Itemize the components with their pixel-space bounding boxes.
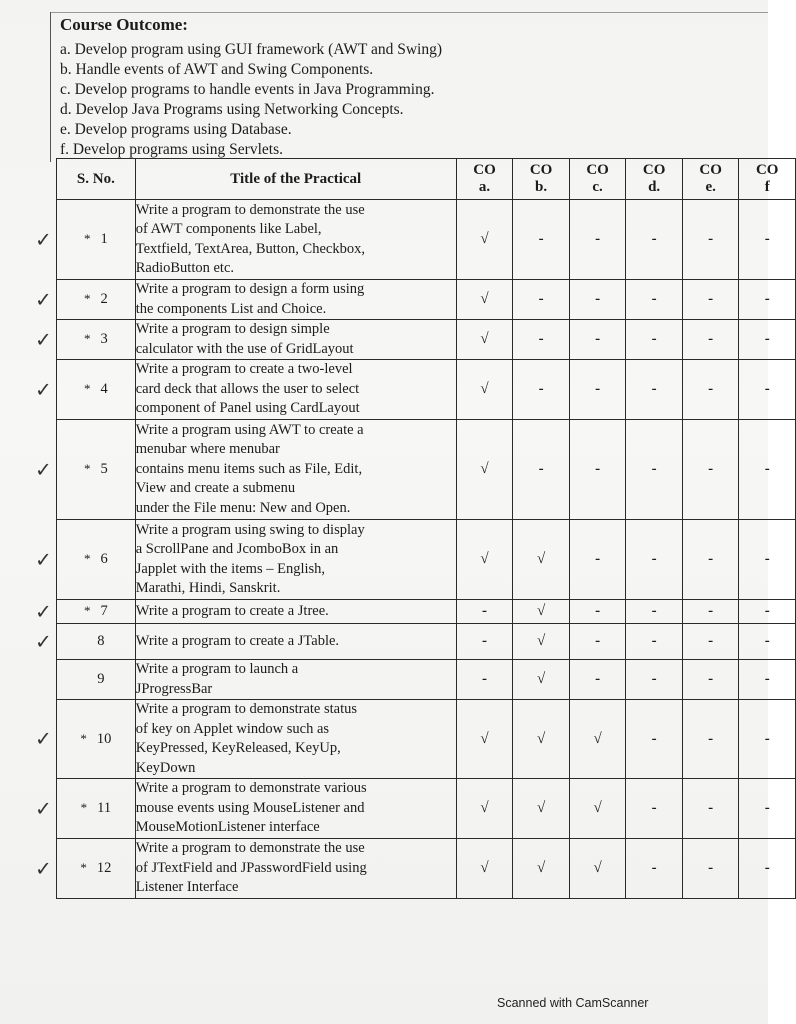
- co-mapping-cell: √: [456, 360, 513, 420]
- co-mapping-cell: -: [739, 600, 796, 624]
- handwritten-check-icon: ✓: [35, 329, 52, 351]
- co-mapping-cell: -: [626, 280, 683, 320]
- co-mapping-cell: -: [739, 624, 796, 660]
- outcome-item: d. Develop Java Programs using Networking Concepts.: [60, 101, 404, 118]
- co-mapping-cell: -: [682, 600, 739, 624]
- co-mapping-cell: -: [626, 779, 683, 839]
- co-mapping-cell: -: [682, 360, 739, 420]
- table-row: [57, 779, 796, 839]
- handwritten-check-icon: ✓: [35, 728, 52, 751]
- co-mapping-cell: √: [569, 700, 626, 779]
- co-mapping-cell: -: [682, 700, 739, 779]
- star-marker: *: [83, 231, 91, 246]
- handwritten-check-icon: ✓: [35, 549, 52, 571]
- co-mapping-cell: -: [569, 520, 626, 600]
- outcome-item: c. Develop programs to handle events in Java Programming.: [60, 81, 435, 98]
- co-mapping-cell: √: [513, 700, 570, 779]
- co-mapping-cell: -: [513, 420, 570, 520]
- table-row: [57, 700, 796, 779]
- practical-title-cell: [135, 280, 456, 320]
- co-mapping-cell: -: [513, 280, 570, 320]
- star-marker: *: [83, 603, 91, 618]
- co-mapping-cell: -: [682, 320, 739, 360]
- co-mapping-cell: -: [682, 624, 739, 660]
- practical-title: Write a program to demonstrate various mouse events using MouseListener and MouseMotionListener interface: [135, 780, 367, 836]
- co-mapping-cell: √: [456, 839, 513, 899]
- star-marker: *: [80, 730, 87, 746]
- table-row: [57, 360, 796, 420]
- co-mapping-cell: -: [682, 839, 739, 899]
- co-mapping-cell: √: [456, 280, 513, 320]
- serial-number-cell: [35, 200, 136, 280]
- co-mapping-cell: -: [682, 779, 739, 839]
- co-mapping-cell: -: [739, 700, 796, 779]
- practical-title-cell: [135, 700, 456, 779]
- co-mapping-cell: √: [456, 520, 513, 600]
- co-mapping-cell: √: [456, 320, 513, 360]
- serial-number: 3: [100, 331, 108, 347]
- serial-number-cell: [57, 660, 136, 700]
- co-mapping-cell: -: [739, 320, 796, 360]
- practical-title-cell: [135, 320, 456, 360]
- handwritten-check-icon: ✓: [35, 601, 52, 623]
- star-marker: *: [83, 331, 91, 346]
- handwritten-check-icon: ✓: [35, 379, 52, 401]
- serial-number-cell: [35, 624, 136, 660]
- left-margin-rule: [50, 12, 51, 162]
- serial-number: 9: [97, 671, 105, 687]
- header-co-e: CO e.: [682, 159, 739, 200]
- co-mapping-cell: √: [513, 600, 570, 624]
- practical-title: Write a program to design simple calculator with the use of GridLayout: [135, 321, 354, 357]
- table-row: [57, 624, 796, 660]
- co-mapping-cell: -: [626, 600, 683, 624]
- co-mapping-cell: -: [739, 839, 796, 899]
- serial-number: 5: [100, 461, 108, 477]
- co-mapping-cell: -: [626, 200, 683, 280]
- practical-title: Write a program using swing to display a ScrollPane and JcomboBox in an Japplet with the items – English, Marathi, Hindi, Sanskrit.: [135, 521, 365, 596]
- co-mapping-cell: -: [739, 420, 796, 520]
- handwritten-check-icon: ✓: [35, 631, 52, 653]
- practical-title-cell: [135, 420, 456, 520]
- serial-number: 11: [97, 800, 112, 816]
- co-mapping-cell: -: [569, 280, 626, 320]
- practical-title-cell: [135, 660, 456, 700]
- co-mapping-cell: -: [739, 360, 796, 420]
- practical-title-cell: [135, 360, 456, 420]
- header-co-c: CO c.: [569, 159, 626, 200]
- co-mapping-cell: -: [626, 360, 683, 420]
- co-mapping-cell: -: [626, 320, 683, 360]
- co-mapping-cell: -: [626, 520, 683, 600]
- table-row: [57, 280, 796, 320]
- top-rule: [50, 12, 768, 13]
- practical-title: Write a program to design a form using the components List and Choice.: [135, 281, 365, 317]
- handwritten-check-icon: ✓: [35, 289, 52, 311]
- co-mapping-cell: √: [456, 200, 513, 280]
- practical-title: Write a program to create a Jtree.: [135, 602, 329, 619]
- co-mapping-cell: -: [456, 660, 513, 700]
- header-co-b: CO b.: [513, 159, 570, 200]
- co-mapping-cell: -: [569, 420, 626, 520]
- co-mapping-cell: √: [569, 839, 626, 899]
- serial-number: 10: [96, 730, 112, 747]
- co-mapping-cell: -: [739, 200, 796, 280]
- co-mapping-cell: -: [456, 600, 513, 624]
- handwritten-check-icon: ✓: [35, 459, 52, 481]
- course-outcome-section: [60, 14, 760, 160]
- serial-number-cell: [35, 839, 136, 899]
- handwritten-check-icon: ✓: [35, 229, 52, 251]
- table-row: [57, 660, 796, 700]
- star-marker: *: [83, 551, 91, 566]
- header-co-d: CO d.: [626, 159, 683, 200]
- table-row: [57, 520, 796, 600]
- outcome-item: a. Develop program using GUI framework (AWT and Swing): [60, 41, 442, 58]
- table-row: [57, 839, 796, 899]
- table-row: [57, 600, 796, 624]
- co-mapping-cell: -: [569, 660, 626, 700]
- practical-title: Write a program to launch a JProgressBar: [135, 661, 299, 697]
- course-outcome-title: Course Outcome:: [60, 15, 188, 34]
- co-mapping-cell: √: [513, 779, 570, 839]
- co-mapping-cell: -: [626, 839, 683, 899]
- serial-number: 7: [100, 603, 108, 619]
- star-marker: *: [80, 800, 88, 815]
- practical-title-cell: [135, 520, 456, 600]
- outcome-item: e. Develop programs using Database.: [60, 121, 292, 138]
- serial-number-cell: [35, 700, 136, 779]
- co-mapping-cell: -: [682, 280, 739, 320]
- practicals-table: [35, 158, 796, 899]
- table-row: [57, 200, 796, 280]
- serial-number: 12: [96, 860, 112, 876]
- co-mapping-cell: -: [626, 660, 683, 700]
- outcome-item: b. Handle events of AWT and Swing Components.: [60, 61, 374, 78]
- co-mapping-cell: -: [569, 600, 626, 624]
- course-outcome-list: [60, 40, 760, 160]
- table-row: [57, 420, 796, 520]
- practical-title: Write a program to demonstrate the use of JTextField and JPasswordField using Listener Interface: [135, 840, 367, 896]
- co-mapping-cell: -: [569, 320, 626, 360]
- practical-title-cell: [135, 779, 456, 839]
- co-mapping-cell: -: [682, 520, 739, 600]
- handwritten-check-icon: ✓: [35, 858, 52, 880]
- practical-title: Write a program to create a JTable.: [135, 632, 340, 649]
- practical-title-cell: [135, 839, 456, 899]
- co-mapping-cell: -: [569, 200, 626, 280]
- practical-title: Write a program to demonstrate status of key on Applet window such as KeyPressed, KeyReleased, KeyUp, KeyDown: [135, 701, 358, 776]
- table-row: [57, 320, 796, 360]
- star-marker: *: [83, 461, 91, 476]
- co-mapping-cell: -: [513, 320, 570, 360]
- co-mapping-cell: √: [456, 700, 513, 779]
- table-header-row: [57, 159, 796, 200]
- co-mapping-cell: -: [682, 660, 739, 700]
- practical-title: Write a program to create a two-level card deck that allows the user to select component of Panel using CardLayout: [135, 361, 360, 417]
- co-mapping-cell: -: [739, 280, 796, 320]
- serial-number-cell: [35, 520, 136, 600]
- serial-number: 8: [97, 633, 105, 649]
- handwritten-check-icon: ✓: [35, 798, 52, 820]
- serial-number-cell: [35, 320, 136, 360]
- serial-number-cell: [35, 600, 136, 624]
- co-mapping-cell: √: [456, 779, 513, 839]
- co-mapping-cell: √: [513, 520, 570, 600]
- co-mapping-cell: √: [569, 779, 626, 839]
- co-mapping-cell: -: [513, 360, 570, 420]
- co-mapping-cell: √: [456, 420, 513, 520]
- serial-number-cell: [35, 779, 136, 839]
- co-mapping-cell: -: [739, 660, 796, 700]
- co-mapping-cell: -: [456, 624, 513, 660]
- serial-number: 6: [100, 551, 108, 567]
- co-mapping-cell: -: [682, 420, 739, 520]
- practical-title-cell: [135, 600, 456, 624]
- co-mapping-cell: -: [682, 200, 739, 280]
- star-marker: *: [83, 291, 91, 306]
- header-co-a: CO a.: [456, 159, 513, 200]
- co-mapping-cell: -: [569, 624, 626, 660]
- serial-number-cell: [35, 280, 136, 320]
- header-title: Title of the Practical: [135, 159, 456, 200]
- practical-title-cell: [135, 200, 456, 280]
- co-mapping-cell: -: [739, 779, 796, 839]
- co-mapping-cell: -: [626, 420, 683, 520]
- practical-title-cell: [135, 624, 456, 660]
- co-mapping-cell: √: [513, 839, 570, 899]
- header-co-f: CO f: [739, 159, 796, 200]
- serial-number: 1: [100, 231, 108, 247]
- outcome-item: f. Develop programs using Servlets.: [60, 141, 283, 158]
- practical-title: Write a program to demonstrate the use of AWT components like Label, Textfield, TextArea, Button, Checkbox, RadioButton etc.: [135, 201, 365, 276]
- serial-number-cell: [35, 360, 136, 420]
- co-mapping-cell: -: [626, 700, 683, 779]
- co-mapping-cell: -: [626, 624, 683, 660]
- serial-number: 4: [100, 381, 108, 397]
- serial-number: 2: [100, 291, 108, 307]
- practical-title: Write a program using AWT to create a menubar where menubar contains menu items such as File, Edit, View and create a submenu under the File menu: New and Open.: [135, 421, 364, 516]
- scanner-watermark: Scanned with CamScanner: [497, 996, 649, 1010]
- co-mapping-cell: -: [569, 360, 626, 420]
- star-marker: *: [83, 381, 91, 396]
- co-mapping-cell: √: [513, 624, 570, 660]
- star-marker: *: [80, 860, 87, 875]
- co-mapping-cell: -: [513, 200, 570, 280]
- serial-number-cell: [35, 420, 136, 520]
- co-mapping-cell: √: [513, 660, 570, 700]
- co-mapping-cell: -: [739, 520, 796, 600]
- header-sno: S. No.: [57, 159, 136, 200]
